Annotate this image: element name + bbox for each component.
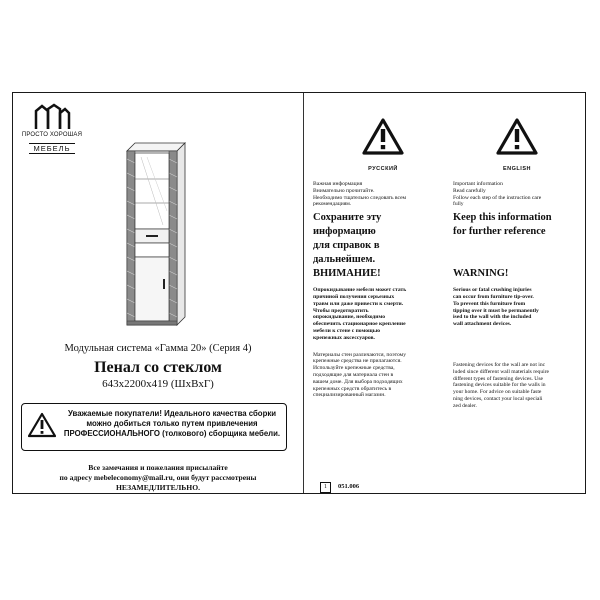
en-danger-line: ised to the wall with the included bbox=[453, 314, 532, 321]
en-intro-line: Important information bbox=[453, 181, 503, 187]
assembly-notice bbox=[21, 403, 287, 451]
english-column bbox=[453, 117, 581, 410]
english-warning-heading: WARNING! bbox=[453, 268, 509, 280]
ru-danger-line: обеспечить стационарное крепление bbox=[313, 321, 406, 328]
warning-triangle-icon bbox=[28, 412, 56, 443]
ru-fastener-line: Используйте крепежные средства, bbox=[313, 365, 395, 372]
ru-intro-line: рекомендациям. bbox=[313, 201, 352, 208]
en-fastener-line: ning devices, contact your local speciali bbox=[453, 395, 543, 402]
english-intro bbox=[453, 181, 581, 208]
ru-danger-line: крепежных аксессуаров. bbox=[313, 334, 375, 341]
russian-fasteners-text bbox=[313, 352, 453, 400]
en-intro-line: Read carefully bbox=[453, 187, 486, 194]
en-fastener-line: luded since different wall materials require bbox=[453, 368, 550, 375]
russian-label: РУССКИЙ bbox=[368, 166, 398, 172]
en-fastener-line: fastening devices suitable for the walls in bbox=[453, 382, 546, 389]
series-title: Модульная система «Гамма 20» (Серия 4) bbox=[64, 343, 252, 354]
ru-danger-line: травм или даже привести к смерти. bbox=[313, 300, 404, 307]
contact-block bbox=[33, 463, 283, 493]
ru-danger-line: Опрокидывание мебели может стать bbox=[313, 287, 407, 294]
ru-danger-line: причиной получения серьезных bbox=[313, 293, 395, 300]
ru-danger-line: опрокидывание, необходимо bbox=[313, 314, 386, 321]
en-danger-line: wall attachment devices. bbox=[453, 321, 512, 328]
english-warning-icon bbox=[453, 117, 581, 162]
ru-danger-line: Чтобы предотвратить bbox=[313, 307, 369, 314]
document-code: 051.006 bbox=[338, 483, 360, 490]
en-keep-line: Keep this information bbox=[453, 212, 552, 224]
ru-fastener-line: подходящие для материала стен в bbox=[313, 371, 394, 378]
en-danger-line: Serious or fatal crushing injuries bbox=[453, 287, 532, 294]
ru-fastener-line: крепежных средств обратитесь в bbox=[313, 385, 392, 392]
product-name: Пенал со стеклом bbox=[94, 359, 222, 376]
en-danger-line: To prevent this furniture from bbox=[453, 300, 526, 307]
en-danger-line: can occur from furniture tip-over. bbox=[453, 293, 534, 300]
russian-danger-text bbox=[313, 287, 453, 341]
ru-fastener-line: вашем доме. Для выбора подходящих bbox=[313, 378, 403, 385]
english-keep-info bbox=[453, 211, 581, 239]
ru-keep-line: дальнейшем. bbox=[313, 254, 376, 266]
brand-line-1: ПРОСТО ХОРОШАЯ bbox=[21, 132, 83, 138]
contact-line-3: НЕЗАМЕДЛИТЕЛЬНО. bbox=[116, 483, 200, 492]
english-fasteners-text bbox=[453, 362, 581, 410]
russian-warning-heading: ВНИМАНИЕ! bbox=[313, 268, 381, 280]
russian-keep-info bbox=[313, 211, 453, 267]
ru-fastener-line: специализированный магазин. bbox=[313, 392, 386, 399]
contact-line-2: по адресу mebeleconomy@mail.ru, они будут рассмотрены bbox=[59, 473, 257, 482]
cabinet-illustration bbox=[119, 139, 189, 334]
en-fastener-line: different types of fastening devices. Use bbox=[453, 375, 543, 382]
en-intro-line: Follow each step of the instruction care bbox=[453, 194, 542, 201]
en-intro-line: fully bbox=[453, 201, 464, 208]
brand-logo bbox=[17, 103, 87, 156]
ru-intro-line: Необходимо тщательно следовать всем bbox=[313, 194, 407, 201]
english-danger-text bbox=[453, 287, 581, 328]
russian-warning-icon bbox=[313, 117, 453, 162]
ru-intro-line: Важная информация bbox=[313, 181, 363, 187]
russian-intro bbox=[313, 181, 453, 208]
en-fastener-line: Fastening devices for the wall are not inc bbox=[453, 361, 546, 368]
ru-danger-line: мебели к стене с помощью bbox=[313, 327, 380, 334]
ru-keep-line: информацию bbox=[313, 226, 376, 238]
brand-logo-icon bbox=[32, 103, 72, 131]
ru-keep-line: для справок в bbox=[313, 240, 380, 252]
instruction-sheet bbox=[12, 92, 586, 494]
en-keep-line: for further reference bbox=[453, 226, 546, 238]
en-fastener-line: your home. For advice on suitable faste bbox=[453, 389, 542, 396]
brand-line-2: МЕБЕЛЬ bbox=[29, 143, 74, 154]
ru-fastener-line: крепежные средства не прилагаются. bbox=[313, 358, 402, 365]
en-fastener-line: zed dealer. bbox=[453, 402, 477, 409]
page-number: 1 bbox=[320, 482, 331, 493]
russian-column bbox=[313, 117, 453, 399]
notice-line-2: можно добиться только путем привлечения bbox=[86, 419, 258, 428]
product-dimensions: 643x2200x419 (ШхВхГ) bbox=[102, 378, 214, 390]
english-label: ENGLISH bbox=[503, 166, 531, 172]
contact-line-1: Все замечания и пожелания присылайте bbox=[88, 463, 228, 472]
ru-keep-line: Сохраните эту bbox=[313, 212, 382, 224]
notice-line-1: Уважаемые покупатели! Идеального качества сборки bbox=[67, 409, 277, 418]
page-divider bbox=[303, 93, 304, 493]
notice-line-3: ПРОФЕССИОНАЛЬНОГО (толкового) сборщика мебели. bbox=[63, 429, 281, 438]
ru-fastener-line: Материалы стен различаются, поэтому bbox=[313, 351, 407, 358]
en-danger-line: tipping over it must be permanently bbox=[453, 307, 539, 314]
ru-intro-line: Внимательно прочитайте. bbox=[313, 187, 375, 194]
